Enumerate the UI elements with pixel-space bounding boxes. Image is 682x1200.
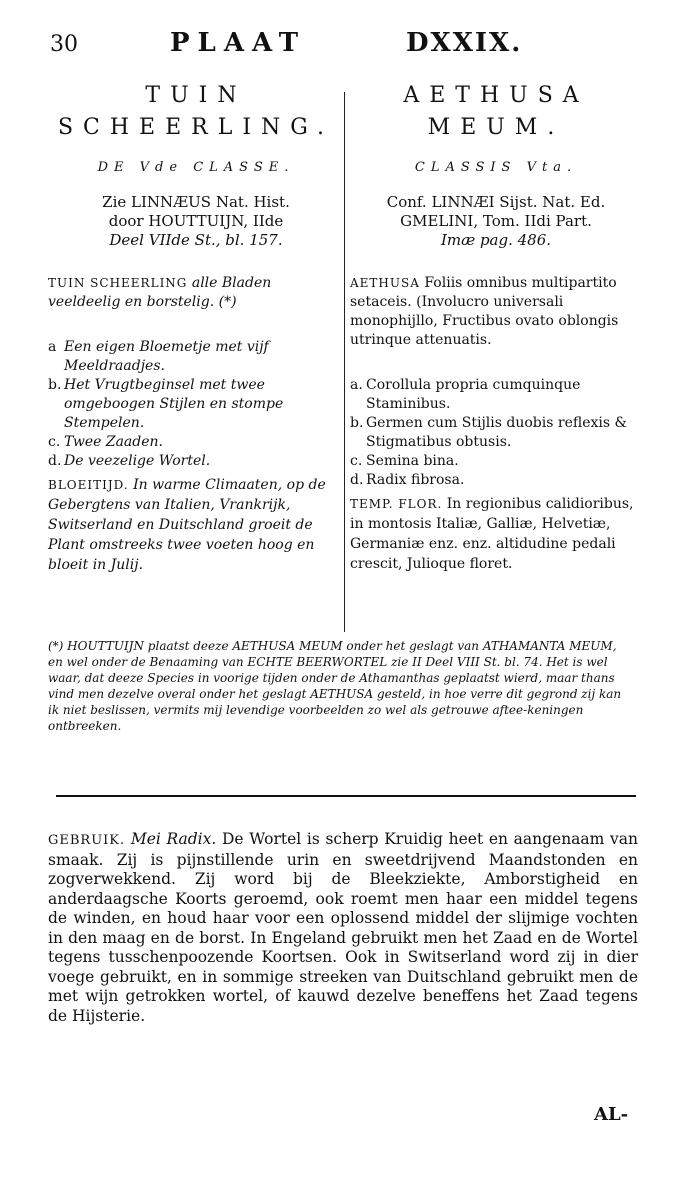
latin-title-2: MEUM. (427, 115, 565, 140)
dutch-column (48, 80, 344, 575)
list-item (350, 452, 642, 471)
dutch-ref-line: Zie LINNÆUS Nat. Hist. (102, 193, 290, 211)
item-text: Twee Zaaden. (64, 434, 163, 450)
latin-reference (350, 193, 642, 250)
dutch-flowering (48, 475, 344, 575)
latin-parts-list (350, 376, 642, 490)
flowering-text: In warme Climaaten, op de Gebergtens van Italien, Vrankrijk, Switserland en Duitschland groeit de Plant omstreeks twee voeten hoog en bloeit in Julij. (48, 477, 326, 573)
item-letter: d. (48, 453, 62, 469)
item-letter: a. (350, 377, 363, 393)
usage-paragraph (48, 830, 638, 1026)
item-text: Een eigen Bloemetje met vijf Meeldraadjes. (64, 339, 269, 374)
item-text: Corollula propria cumquinque Staminibus. (366, 377, 581, 412)
usage-label: GEBRUIK. (48, 833, 126, 848)
plate-number: DXXIX. (406, 28, 523, 58)
list-item (48, 433, 344, 452)
item-letter: a (48, 339, 57, 355)
list-item (48, 452, 344, 471)
list-item (350, 471, 642, 490)
list-item (48, 376, 344, 433)
latin-column (350, 80, 642, 574)
item-text: Semina bina. (366, 453, 459, 469)
dutch-ref-line: door HOUTTUIJN, IIde (108, 212, 284, 230)
flowering-label: BLOEITIJD. (48, 478, 129, 492)
item-text: De veezelige Wortel. (64, 453, 211, 469)
item-text: Het Vrugtbeginsel met twee omgeboogen Stijlen en stompe Stempelen. (64, 377, 284, 431)
section-rule (56, 795, 636, 797)
dutch-desc-lead: TUIN SCHEERLING (48, 276, 188, 290)
dutch-class: DE Vde CLASSE. (97, 160, 295, 175)
latin-desc-lead: AETHUSA (350, 276, 420, 290)
dutch-desc-text: alle Bladen veeldeelig en borstelig. (*) (48, 275, 272, 310)
latin-flowering (350, 494, 642, 574)
list-item (48, 338, 344, 376)
latin-ref-line: Imæ pag. 486. (440, 231, 552, 249)
item-letter: c. (350, 453, 363, 469)
usage-radix: Mei Radix. (130, 830, 217, 848)
item-text: Germen cum Stijlis duobis reflexis & Stigmatibus obtusis. (366, 415, 627, 450)
item-letter: d. (350, 472, 364, 488)
dutch-description (48, 274, 344, 312)
dutch-title-1: TUIN (145, 83, 247, 108)
plaat-label: PLAAT (170, 28, 307, 58)
item-letter: c. (48, 434, 61, 450)
page-number: 30 (50, 32, 78, 57)
list-item (350, 414, 642, 452)
dutch-reference (48, 193, 344, 250)
dutch-ref-line: Deel VIIde St., bl. 157. (109, 231, 283, 249)
dutch-title-2: SCHEERLING. (57, 115, 335, 140)
item-letter: b. (350, 415, 364, 431)
list-item (350, 376, 642, 414)
latin-ref-line: GMELINI, Tom. IIdi Part. (400, 212, 592, 230)
latin-class: CLASSIS Vta. (414, 160, 578, 175)
footnote: (*) HOUTTUIJN plaatst deeze AETHUSA MEUM onder het geslagt van ATHAMANTA MEUM, en wel onder de Benaaming van ECHTE BEERWORTEL zie II Deel VIII St. bl. 74. Het is wel waar, dat deeze Species in voorige tijden onder de Athamanthas geplaatst wierd, maar thans vind men dezelve overal onder het geslagt AETHUSA gesteld, in hoe verre dit gegrond zij kan ik niet beslissen, vermits mij levendige voorbeelden zo wel als getrouwe aftee-keningen ontbreeken. (48, 639, 622, 733)
item-letter: b. (48, 377, 62, 393)
latin-ref-line: Conf. LINNÆI Sijst. Nat. Ed. (386, 193, 606, 211)
dutch-parts-list (48, 338, 344, 471)
latin-description (350, 274, 642, 350)
page-header (50, 28, 630, 68)
latin-desc-text: Foliis omnibus multipartito setaceis. (Involucro universali monophijllo, Fructibus ovato oblongis utrinque attenuatis. (350, 275, 619, 348)
latin-title-1: AETHUSA (403, 83, 589, 108)
usage-text: De Wortel is scherp Kruidig heet en aangenaam van smaak. Zij is pijnstillende urin en sweetdrijvend Maandstonden en zogverwekkend. Zij word bij de Bleekziekte, Amborstigheid en anderdaagsche Koorts geroemd, ook roemt men haar een middel tegens de winden, en houd haar voor een oplossend middel der slijmige vochten in den maag en de borst. In Engeland gebruikt men het Zaad en de Wortel tegens tusschenpoozende Koortsen. Ook in Switserland word zij in dier voege gebruikt, en in sommige streeken van Duitschland gebruikt men de met wijn getrokken wortel, of kauwd dezelve beneffens het Zaad tegens de Hijsterie. (48, 830, 639, 1025)
item-text: Radix fibrosa. (366, 472, 465, 488)
flowering-label: TEMP. FLOR. (350, 497, 443, 511)
column-divider (344, 92, 345, 632)
catchword: AL- (594, 1104, 629, 1125)
flowering-text: In regionibus calidioribus, in montosis Italiæ, Galliæ, Helvetiæ, Germaniæ enz. enz. altidudine pedali crescit, Julioque floret. (350, 496, 634, 572)
